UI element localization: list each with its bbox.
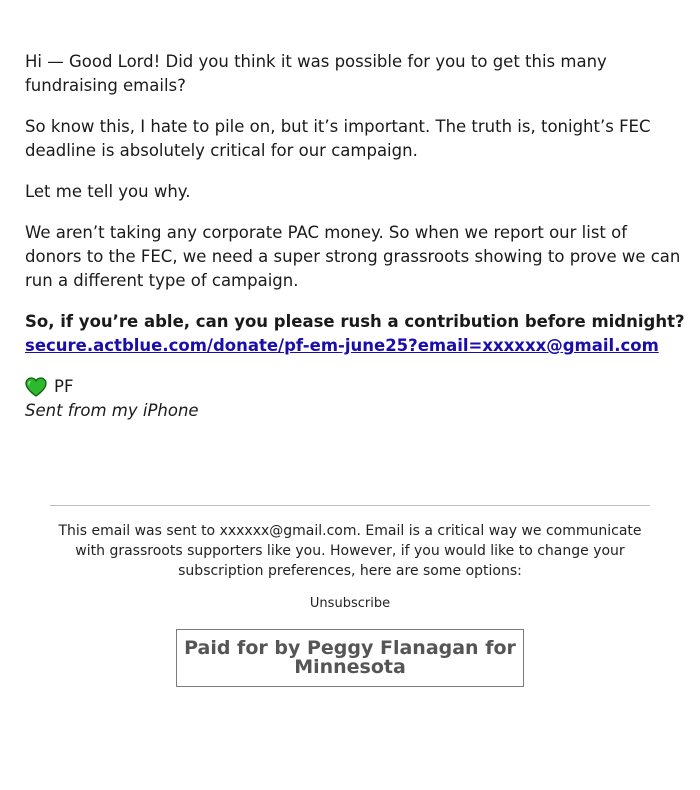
email-body xyxy=(25,50,685,440)
paid-for-disclaimer: Paid for by Peggy Flanagan for Minnesota xyxy=(176,629,524,687)
paragraph-pac: We aren’t taking any corporate PAC money. So when we report our list of donors to the FEC, we need a super strong grassroots showing to prove we can run a different type of campaign. xyxy=(25,223,681,290)
paragraph-greeting: Hi — Good Lord! Did you think it was possible for you to get this many fundraising emails? xyxy=(25,52,607,95)
sent-from: Sent from my iPhone xyxy=(25,401,199,420)
signature-initials: PF xyxy=(54,377,74,396)
green-heart-icon xyxy=(25,377,47,397)
donation-ask-text: So, if you’re able, can you please rush a contribution before midnight? xyxy=(25,312,685,331)
email-footer xyxy=(50,505,650,687)
signature-line xyxy=(25,375,685,399)
footer-notice: This email was sent to xxxxxx@gmail.com. Email is a critical way we communicate with grassroots supporters like you. However, if you would like to change your subscription preferences, here are some options: xyxy=(58,523,642,579)
unsubscribe-link[interactable]: Unsubscribe xyxy=(309,596,391,611)
donate-link[interactable]: secure.actblue.com/donate/pf-em-june25?email=xxxxxx@gmail.com xyxy=(25,336,659,355)
paragraph-deadline: So know this, I hate to pile on, but it’s important. The truth is, tonight’s FEC deadline is absolutely critical for our campaign. xyxy=(25,117,651,160)
donation-ask xyxy=(25,310,685,358)
paragraph-why: Let me tell you why. xyxy=(25,182,191,201)
